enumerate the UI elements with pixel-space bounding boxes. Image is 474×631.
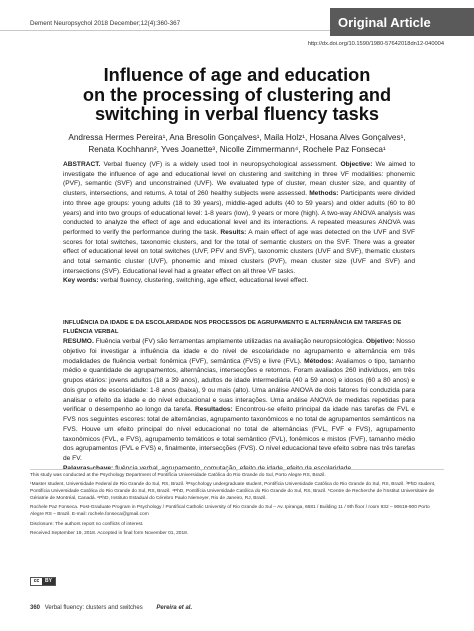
disclosure-note: Disclosure: The authors report no conflicts of interest. <box>30 521 144 527</box>
portuguese-title: INFLUÊNCIA DA IDADE E DA ESCOLARIDADE NOS PROCESSOS DE AGRUPAMENTO E ALTERNÂNCIA EM TAREFAS DE FLUÊNCIA VERBAL <box>63 320 402 335</box>
received-note: Received September 19, 2018. Accepted in final form November 01, 2018. <box>30 530 189 536</box>
abstract-intro: Verbal fluency (VF) is a widely used tool in neuropsychological assessment. <box>100 161 341 168</box>
authors-line-2: Renata Kochhann², Yves Joanette³, Nicolle Zimmermann⁴, Rochele Paz Fonseca¹ <box>88 144 386 154</box>
running-title: Verbal fluency: clusters and switches <box>44 605 143 611</box>
footnote-divider <box>30 469 444 470</box>
author-list <box>40 132 434 155</box>
abstract-paragraph <box>63 160 415 276</box>
results-label: Results: <box>220 228 247 236</box>
abstract-label: ABSTRACT. <box>63 161 101 168</box>
page-footer <box>30 605 192 611</box>
study-location-note: This study was conducted at the Psychology Department of Pontifícia Universidade Católica do Rio Grande do Sul, Porto Alegre RS, Brazil. <box>30 473 326 478</box>
creative-commons-badge[interactable] <box>30 577 56 586</box>
journal-citation: Dement Neuropsychol 2018 December;12(4):360-367 <box>30 20 181 27</box>
resumo-intro: Fluência verbal (FV) são ferramentas amplamente utilizadas na avaliação neuropsicológica. <box>93 338 366 345</box>
metodos-text: Avaliamos o tipo, tamanho médio e quantidade de agrupamentos, alternâncias, intersecções e retornos. Foram avaliados 260 indivíduos, em três grupos etários: jovens adultos (18 a 39 anos), adultos de idade intermediária (40 a 59 anos) e idosos (60 a 80 anos) e dois grupos de escolaridade: 1-8 anos (baixa), 9 ou mais (alto). Uma análise ANOVA de dois fatores foi conduzida para analisar o efeito da idade e do nível educacional e suas interações. Uma análise ANOVA de medidas repetidas para verificar o desempenho ao longo da tarefa. <box>63 357 415 414</box>
affiliations-note: ¹Master student, Universidade Federal de Rio Grande do Sul, RS, Brazil. ²Psychology undergraduate student, Pontifícia Universidade Católica do Rio Grande do Sul, RS, Brazil. ³PhD student, Pontifícia Universidade Católica do Rio Grande do Sul, RS, Brazil. ⁴PhD, Pontifícia Universidade Católica do Rio Grande do Sul, RS, Brazil. ⁵Centre de Recherche de l'Institut Universitaire de Gériatrie de Montréal, Canadá. ⁶PhD, Instituto Estadual do Cérebro Paulo Niemeyer, Rio de Janeiro, RJ, Brazil. <box>30 482 436 502</box>
resultados-text: Encontrou-se efeito principal da idade nas tarefas de FVL e FVS nos seguintes escores: total de alternâncias, agrupamento taxonômicos e no total de agrupamentos semânticos na FVS. Houve um efeito principal do nível educacional no total de alternâncias (FVL, FVF e FVS), agrupamento taxonômicos (FVL, e FVS), agrupamento temáticos e total semântico (FVL), fonêmicos e mistos (FVF), tamanho médio dos agrupamentos (FVL e FVS) e, finalmente, intersecções (FVS). O nível educacional teve efeito sobre nas três tarefas de FV. <box>63 406 415 462</box>
title-line-2: on the processing of clustering and <box>82 84 392 105</box>
by-icon: BY <box>42 578 55 585</box>
objective-label: Objective: <box>340 161 373 168</box>
results-text: A main effect of age was detected on the UVF and SVF scores for total switches, taxonomic clusters, and for the total of semantic clusters on the SVF. There was a greater effect of educational level on total switches (UVF, PFV and SVF), taxonomic clusters (UVF and SVF), thematic clusters and total semantic cluster (UVF), phonemic and mixed clusters (PVF), mean cluster size (UVF and SVF) and intersections (SVF). Educational level had a greater effect on all three VF tasks. <box>63 228 416 275</box>
methods-text: Participants were divided into three age groups: young adults (18 to 39 years), middle-aged adults (40 to 59 years) and older adults (60 to 80 years) and into two groups of educational level: 1-8 years (low), 9 years or more (high). A two-way ANOVA analysis was conducted to analyze the effect of age and educational level and its interactions. A repeated measures ANOVA was performed to verify the performance during the task. <box>63 190 415 236</box>
title-line-1: Influence of age and education <box>103 65 371 85</box>
keywords-label: Key words: <box>63 277 99 285</box>
correspondence-note: Rochele Paz Fonseca. Post-Graduate Program in Psychology / Pontifical Catholic University of Rio Grande do Sul – Av. Ipiranga, 6681 / Building 11 / 9th floor / room 932 – 90619-900 Porto Alegre RS – Brazil. E-mail: rochele.fonseca@gmail.com <box>30 505 430 518</box>
resumo-label: RESUMO. <box>63 338 94 345</box>
resultados-label: Resultados: <box>195 406 233 414</box>
title-line-3: switching in verbal fluency tasks <box>94 104 380 124</box>
article-type-badge: Original Article <box>330 8 474 36</box>
keywords <box>63 276 415 286</box>
article-title <box>30 66 444 125</box>
objective-text: We aimed to investigate the influence of age and educational level on clustering and switching in three VF modalities: phonemic (PVF), semantic (SVF) and unconstrained (UVF). We evaluated type of cluster, mean cluster size, and quantity of clusters, intersections, and returns. A total of 260 healthy subjects were assessed. <box>63 161 415 198</box>
portuguese-abstract <box>63 337 415 474</box>
english-abstract <box>63 160 415 286</box>
objetivo-label: Objetivo: <box>365 338 395 345</box>
metodos-label: Métodos: <box>304 357 334 365</box>
doi-link[interactable]: http://dx.doi.org/10.1590/1980-57642018dn12-040004 <box>307 41 444 47</box>
authors-line-1: Andressa Hermes Pereira¹, Ana Bresolin Gonçalves¹, Maila Holz¹, Hosana Alves Gonçalves¹, <box>68 133 406 142</box>
page-number: 360 <box>30 605 41 611</box>
keywords-text: verbal fluency, clustering, switching, age effect, educational level effect. <box>98 277 309 285</box>
methods-label: Methods: <box>309 190 339 198</box>
footnotes <box>30 472 444 539</box>
cc-icon: cc <box>31 578 42 585</box>
resumo-paragraph <box>63 337 415 464</box>
objetivo-text: Nosso objetivo foi investigar a influência da idade e do nível de escolaridade no agrupamento e alternância em três modalidades de fluência verbal: fonêmica (FVF), semântica (FVS) e livre (FVL). <box>63 338 415 365</box>
running-authors: Pereira et al. <box>156 605 193 611</box>
